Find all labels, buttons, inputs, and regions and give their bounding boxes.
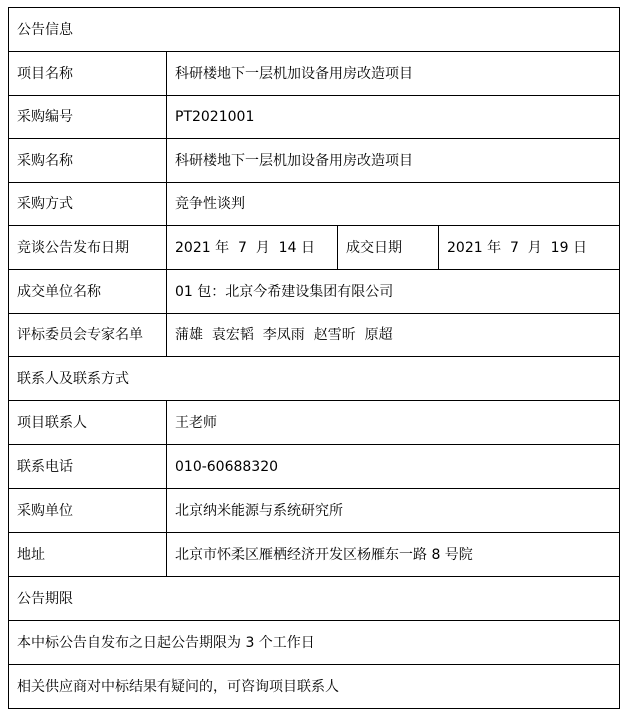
inquiry-text: 相关供应商对中标结果有疑问的，可咨询项目联系人: [9, 665, 620, 709]
procurement-name-value: 科研楼地下一层机加设备用房改造项目: [167, 139, 620, 183]
experts-label: 评标委员会专家名单: [9, 314, 167, 357]
procurement-name-label: 采购名称: [9, 139, 167, 183]
experts-value: 蒲雄 袁宏韬 李凤雨 赵雪昕 原超: [167, 314, 620, 357]
row-inquiry-text: [9, 665, 620, 709]
contact-person-value: 王老师: [167, 401, 620, 445]
row-dates: [9, 226, 620, 270]
address-value: 北京市怀柔区雁栖经济开发区杨雁东一路 8 号院: [167, 533, 620, 577]
contact-person-label: 项目联系人: [9, 401, 167, 445]
row-project-name: [9, 52, 620, 96]
deal-date-label: 成交日期: [338, 226, 439, 270]
winner-value: 01 包：北京今希建设集团有限公司: [167, 270, 620, 314]
row-procurement-method: [9, 183, 620, 226]
deal-date-value: 2021 年 7 月 19 日: [439, 226, 620, 270]
procurement-no-value: PT2021001: [167, 96, 620, 139]
period-text: 本中标公告自发布之日起公告期限为 3 个工作日: [9, 621, 620, 665]
row-section-period: [9, 577, 620, 621]
section-title-contact: 联系人及联系方式: [9, 357, 620, 401]
project-name-value: 科研楼地下一层机加设备用房改造项目: [167, 52, 620, 96]
section-title-period: 公告期限: [9, 577, 620, 621]
contact-phone-label: 联系电话: [9, 445, 167, 489]
section-title-info: 公告信息: [9, 8, 620, 52]
row-experts: [9, 314, 620, 357]
address-label: 地址: [9, 533, 167, 577]
row-period-text: [9, 621, 620, 665]
contact-phone-value: 010-60688320: [167, 445, 620, 489]
project-name-label: 项目名称: [9, 52, 167, 96]
row-section-info: [9, 8, 620, 52]
publish-date-value: 2021 年 7 月 14 日: [167, 226, 338, 270]
row-address: [9, 533, 620, 577]
row-contact-person: [9, 401, 620, 445]
purchaser-value: 北京纳米能源与系统研究所: [167, 489, 620, 533]
procurement-method-label: 采购方式: [9, 183, 167, 226]
publish-date-label: 竞谈公告发布日期: [9, 226, 167, 270]
row-procurement-no: [9, 96, 620, 139]
winner-label: 成交单位名称: [9, 270, 167, 314]
announcement-table: [8, 7, 620, 709]
procurement-method-value: 竞争性谈判: [167, 183, 620, 226]
row-procurement-name: [9, 139, 620, 183]
purchaser-label: 采购单位: [9, 489, 167, 533]
row-purchaser: [9, 489, 620, 533]
row-winner: [9, 270, 620, 314]
procurement-no-label: 采购编号: [9, 96, 167, 139]
row-section-contact: [9, 357, 620, 401]
row-contact-phone: [9, 445, 620, 489]
